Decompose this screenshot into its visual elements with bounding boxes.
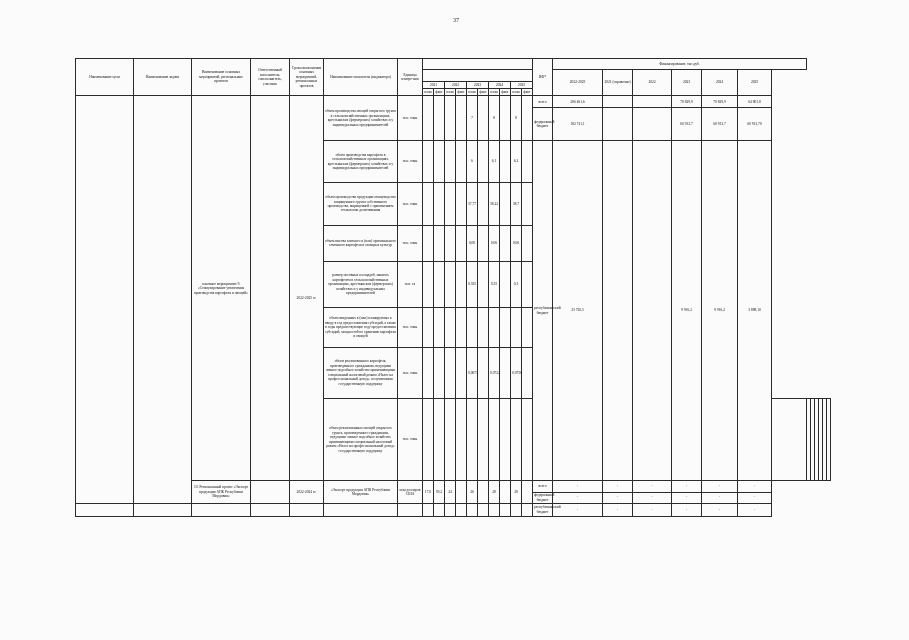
table-cell bbox=[445, 225, 456, 261]
table-cell: - bbox=[603, 492, 633, 503]
executor-cell-2 bbox=[251, 481, 290, 503]
fund-source: республиканский бюджет bbox=[533, 503, 553, 516]
year-2022: 2022 bbox=[445, 82, 467, 89]
table-cell: - bbox=[553, 503, 603, 516]
export-plan-2024: 28 bbox=[489, 481, 500, 503]
table-cell bbox=[324, 503, 398, 516]
value-7-2024: 0,0722 bbox=[489, 348, 500, 399]
table-cell bbox=[478, 503, 489, 516]
table-cell bbox=[423, 140, 434, 182]
table-row bbox=[76, 96, 831, 108]
value-2-2024: 6,1 bbox=[489, 140, 500, 182]
table-cell bbox=[456, 225, 467, 261]
table-cell bbox=[522, 348, 533, 399]
value-4-2024: 0,06 bbox=[489, 225, 500, 261]
value-1-2023: 7 bbox=[467, 96, 478, 140]
fund-source: всего bbox=[533, 481, 553, 492]
table-cell bbox=[633, 140, 672, 481]
header-financing: Финансирование, тыс.руб. bbox=[553, 59, 807, 70]
table-cell: 70 829,9 bbox=[702, 96, 738, 108]
header-events: Наименование основных мероприятий, региональных проектов bbox=[192, 59, 251, 96]
indicator-5: размер посевных площадей, занятых картофелем в сельскохозяйственных организациях, крестьянских (фермерских) хозяйствах и у индивидуальных предпринимателей bbox=[324, 262, 398, 307]
table-cell bbox=[500, 225, 511, 261]
table-cell bbox=[434, 398, 445, 481]
value-3-2023: 37,77 bbox=[467, 183, 478, 225]
table-cell bbox=[500, 262, 511, 307]
table-cell bbox=[522, 398, 533, 481]
value-4-2023: 0,00 bbox=[467, 225, 478, 261]
table-cell: 70 829,9 bbox=[672, 96, 702, 108]
table-cell bbox=[478, 225, 489, 261]
table-cell bbox=[434, 96, 445, 140]
unit-2: тыс. тонн bbox=[398, 140, 423, 182]
header-values-blank-2 bbox=[423, 70, 533, 82]
table-cell: 60 913,7 bbox=[672, 108, 702, 140]
table-cell bbox=[76, 503, 134, 516]
table-cell bbox=[445, 262, 456, 307]
table-cell: - bbox=[553, 481, 603, 492]
table-cell bbox=[489, 307, 500, 347]
table-cell: 64 801,8 bbox=[738, 96, 772, 108]
table-cell: - bbox=[702, 503, 738, 516]
table-cell bbox=[445, 348, 456, 399]
table-cell: - bbox=[738, 481, 772, 492]
indicator-8: объем реализованных овощей открытого грунта, произведенного гражданами, ведущими личное подсобное хозяйство применяющими специальный налоговый режим «Налог на профессиональный доход» государственную поддержку bbox=[324, 398, 398, 481]
value-5-2025: 0,3 bbox=[511, 262, 522, 307]
table-cell bbox=[500, 398, 511, 481]
table-cell bbox=[423, 183, 434, 225]
header-source: ИФ* bbox=[533, 59, 553, 96]
table-cell bbox=[423, 398, 434, 481]
table-cell: - bbox=[603, 503, 633, 516]
indicator-7: объем реализованного картофеля, произведенного гражданами, ведущими личное подсобное хозяйство применяющими специальный налоговый режим «Налог на профессиональный доход», получившими государственную поддержку bbox=[324, 348, 398, 399]
table-cell bbox=[423, 225, 434, 261]
value-3-2025: 38,7 bbox=[511, 183, 522, 225]
export-plan-2025: 28 bbox=[511, 481, 522, 503]
table-cell bbox=[456, 503, 467, 516]
year-2024: 2024 bbox=[489, 82, 511, 89]
table-cell bbox=[456, 398, 467, 481]
task-cell bbox=[134, 96, 192, 503]
event-9: основное мероприятие 9. «Стимулирование увеличения производства картофеля и овощей» bbox=[192, 96, 251, 481]
unit-5: тыс. га bbox=[398, 262, 423, 307]
table-cell bbox=[826, 398, 830, 481]
table-cell bbox=[633, 108, 672, 140]
table-cell bbox=[772, 398, 807, 481]
table-cell bbox=[478, 398, 489, 481]
table-cell: - bbox=[738, 503, 772, 516]
table-cell bbox=[522, 225, 533, 261]
year-2021: 2021 bbox=[423, 82, 445, 89]
table-cell bbox=[192, 503, 251, 516]
header-indicator: Наименование показателя (индикатора) bbox=[324, 59, 398, 96]
table-cell: - bbox=[603, 481, 633, 492]
year-2025: 2025 bbox=[511, 82, 533, 89]
table-cell bbox=[478, 183, 489, 225]
fund-source: федеральный бюджет bbox=[533, 108, 553, 140]
table-cell: 60 913,7 bbox=[702, 108, 738, 140]
fin-period-2025: 2025 bbox=[738, 70, 772, 96]
table-cell bbox=[445, 140, 456, 182]
indicator-4: объем высева элитного и (или) оригинального семенного картофеля и овощных культур bbox=[324, 225, 398, 261]
table-cell bbox=[423, 262, 434, 307]
indicator-3: объем производства продукции овощеводства защищенного грунта собственного производства, выращенной с применением технологии досвечивания bbox=[324, 183, 398, 225]
fund-source: федеральный бюджет bbox=[534, 493, 555, 502]
table-cell bbox=[522, 307, 533, 347]
table-cell bbox=[456, 262, 467, 307]
table-cell bbox=[445, 307, 456, 347]
value-1-2024: 8 bbox=[489, 96, 500, 140]
timing-cell-1: 2022-2025 гг. bbox=[290, 96, 324, 481]
value-4-2025: 0,06 bbox=[511, 225, 522, 261]
table-cell bbox=[434, 503, 445, 516]
header-unit: Единица измере-ния bbox=[398, 59, 423, 96]
table-cell bbox=[500, 183, 511, 225]
table-cell bbox=[500, 96, 511, 140]
table-cell: 3 888,10 bbox=[738, 140, 772, 481]
table-cell bbox=[456, 481, 467, 503]
table-cell bbox=[251, 503, 290, 516]
table-cell bbox=[603, 108, 633, 140]
table-cell bbox=[434, 348, 445, 399]
header-timing: Сроки выполнения основных мероприятий, региональных проектов bbox=[290, 59, 324, 96]
table-cell bbox=[478, 307, 489, 347]
fact-2021: факт bbox=[435, 90, 443, 95]
unit-export: млн долларов США bbox=[398, 481, 423, 503]
table-cell bbox=[423, 96, 434, 140]
table-cell bbox=[434, 140, 445, 182]
unit-6: тыс. тонн bbox=[398, 307, 423, 347]
table-cell: - bbox=[633, 492, 672, 503]
table-cell bbox=[478, 140, 489, 182]
table-cell: - bbox=[702, 492, 738, 503]
table-cell: - bbox=[553, 492, 603, 503]
table-cell bbox=[467, 503, 478, 516]
indicator-2: объем производства картофеля в сельскохозяйственных организациях, крестьянских (фермерских) хозяйствах и у индивидуальных предпринимателей bbox=[324, 140, 398, 182]
table-cell: 9 916,2 bbox=[702, 140, 738, 481]
table-cell bbox=[522, 503, 533, 516]
program-table bbox=[75, 58, 831, 517]
table-cell bbox=[478, 262, 489, 307]
indicator-6: объем введенных в (или) планируемых к вводу в год предоставления субсидий, а также в годы предшествующие году предоставления субсидий, мощностей по хранению картофеля и овощей bbox=[324, 307, 398, 347]
indicator-1: объем производства овощей открытого грунта в сельскохозяйственных организациях, крестьянских (фермерских) хозяйствах и у индивидуальных предпринимателей bbox=[324, 96, 398, 140]
table-cell bbox=[511, 307, 522, 347]
fin-period-2023: 2023 bbox=[672, 70, 702, 96]
table-cell bbox=[603, 96, 633, 108]
table-cell bbox=[423, 348, 434, 399]
value-5-2024: 0,35 bbox=[489, 262, 500, 307]
table-cell bbox=[522, 140, 533, 182]
fin-period-2022-2025: 2022-2025 bbox=[553, 70, 603, 96]
unit-1: тыс. тонн bbox=[398, 96, 423, 140]
indicator-export: «Экспорт продукции АПК Республики Мордовия» bbox=[324, 481, 398, 503]
table-cell bbox=[423, 307, 434, 347]
fact-2025: факт bbox=[523, 90, 531, 95]
table-cell bbox=[423, 503, 434, 516]
table-cell bbox=[445, 503, 456, 516]
table-cell bbox=[134, 503, 192, 516]
value-7-2025: 0,0756 bbox=[511, 348, 522, 399]
table-cell bbox=[456, 140, 467, 182]
table-cell: 60 913,70 bbox=[738, 108, 772, 140]
table-cell bbox=[478, 96, 489, 140]
fact-2024: факт bbox=[501, 90, 509, 95]
fin-period-2024: 2024 bbox=[702, 70, 738, 96]
value-1-2025: 8 bbox=[511, 96, 522, 140]
table-cell bbox=[456, 348, 467, 399]
table-cell bbox=[456, 96, 467, 140]
value-2-2025: 6,2 bbox=[511, 140, 522, 182]
table-cell: - bbox=[672, 503, 702, 516]
value-7-2023: 0,0673 bbox=[467, 348, 478, 399]
table-cell bbox=[500, 503, 511, 516]
timing-cell-2: 2022-2024 гг. bbox=[290, 481, 324, 503]
goal-cell bbox=[76, 96, 134, 503]
table-cell bbox=[478, 481, 489, 503]
fund-total: 182 741,1 bbox=[553, 108, 603, 140]
table-cell bbox=[398, 503, 423, 516]
table-cell bbox=[467, 398, 478, 481]
fact-2022: факт bbox=[457, 90, 465, 95]
table-cell bbox=[603, 140, 633, 481]
value-3-2024: 38,22 bbox=[489, 183, 500, 225]
header-goal: Наименование цели bbox=[76, 59, 134, 96]
table-cell: 9 916,2 bbox=[672, 140, 702, 481]
plan-2024: план bbox=[490, 90, 498, 95]
table-cell bbox=[290, 503, 324, 516]
unit-4: тыс. тонн bbox=[398, 225, 423, 261]
event-10: 10. Региональный проект «Экспорт продукции АПК Республики Мордовия» bbox=[192, 481, 251, 503]
export-fact-2021: 59,2 bbox=[434, 481, 445, 503]
table-cell bbox=[522, 481, 533, 503]
header-executors: Ответственный исполнитель, соисполнитель, участник bbox=[251, 59, 290, 96]
table-cell bbox=[456, 307, 467, 347]
table-cell: - bbox=[738, 492, 772, 503]
value-5-2023: 0,335 bbox=[467, 262, 478, 307]
header-values-blank bbox=[423, 59, 533, 70]
fin-period-2021: 2021 (справочно) bbox=[603, 70, 633, 96]
export-plan-2021: 17,0 bbox=[423, 481, 434, 503]
table-cell bbox=[478, 348, 489, 399]
page-number: 37 bbox=[453, 18, 459, 24]
table-cell bbox=[522, 183, 533, 225]
plan-2025: план bbox=[512, 90, 520, 95]
executor-cell-1 bbox=[251, 96, 290, 481]
table-cell bbox=[434, 262, 445, 307]
value-2-2023: 6 bbox=[467, 140, 478, 182]
table-cell: - bbox=[633, 481, 672, 492]
table-cell bbox=[434, 225, 445, 261]
fund-source: всего bbox=[533, 96, 553, 108]
fin-period-2022: 2022 bbox=[633, 70, 672, 96]
fund-source: республиканский бюджет bbox=[533, 140, 553, 481]
table-cell bbox=[445, 183, 456, 225]
table-cell bbox=[522, 262, 533, 307]
header-task: Наименование задачи bbox=[134, 59, 192, 96]
export-plan-2023: 26 bbox=[467, 481, 478, 503]
table-cell bbox=[434, 307, 445, 347]
table-cell bbox=[633, 96, 672, 108]
table-cell bbox=[434, 183, 445, 225]
table-cell bbox=[500, 140, 511, 182]
table-cell bbox=[445, 398, 456, 481]
header-row-1 bbox=[76, 59, 831, 70]
table-cell bbox=[511, 503, 522, 516]
table-cell bbox=[511, 398, 522, 481]
fund-total: 206 461,6 bbox=[553, 96, 603, 108]
table-cell bbox=[500, 307, 511, 347]
plan-2021: план bbox=[424, 90, 432, 95]
unit-7: тыс. тонн bbox=[398, 348, 423, 399]
table-cell bbox=[489, 503, 500, 516]
table-cell bbox=[500, 481, 511, 503]
unit-3: тыс. тонн bbox=[398, 183, 423, 225]
plan-2022: план bbox=[446, 90, 454, 95]
plan-2023: план bbox=[468, 90, 476, 95]
table-row bbox=[76, 503, 831, 516]
fund-total: 23 720,5 bbox=[553, 140, 603, 481]
export-plan-2022: 24 bbox=[445, 481, 456, 503]
table-cell bbox=[456, 183, 467, 225]
unit-8: тыс. тонн bbox=[398, 398, 423, 481]
year-2023: 2023 bbox=[467, 82, 489, 89]
table-cell bbox=[445, 96, 456, 140]
table-cell bbox=[522, 96, 533, 140]
table-cell bbox=[500, 348, 511, 399]
table-cell bbox=[489, 398, 500, 481]
table-cell: - bbox=[672, 481, 702, 492]
table-cell: - bbox=[672, 492, 702, 503]
fact-2023: факт bbox=[479, 90, 487, 95]
table-cell: - bbox=[702, 481, 738, 492]
table-cell: - bbox=[633, 503, 672, 516]
table-cell bbox=[467, 307, 478, 347]
